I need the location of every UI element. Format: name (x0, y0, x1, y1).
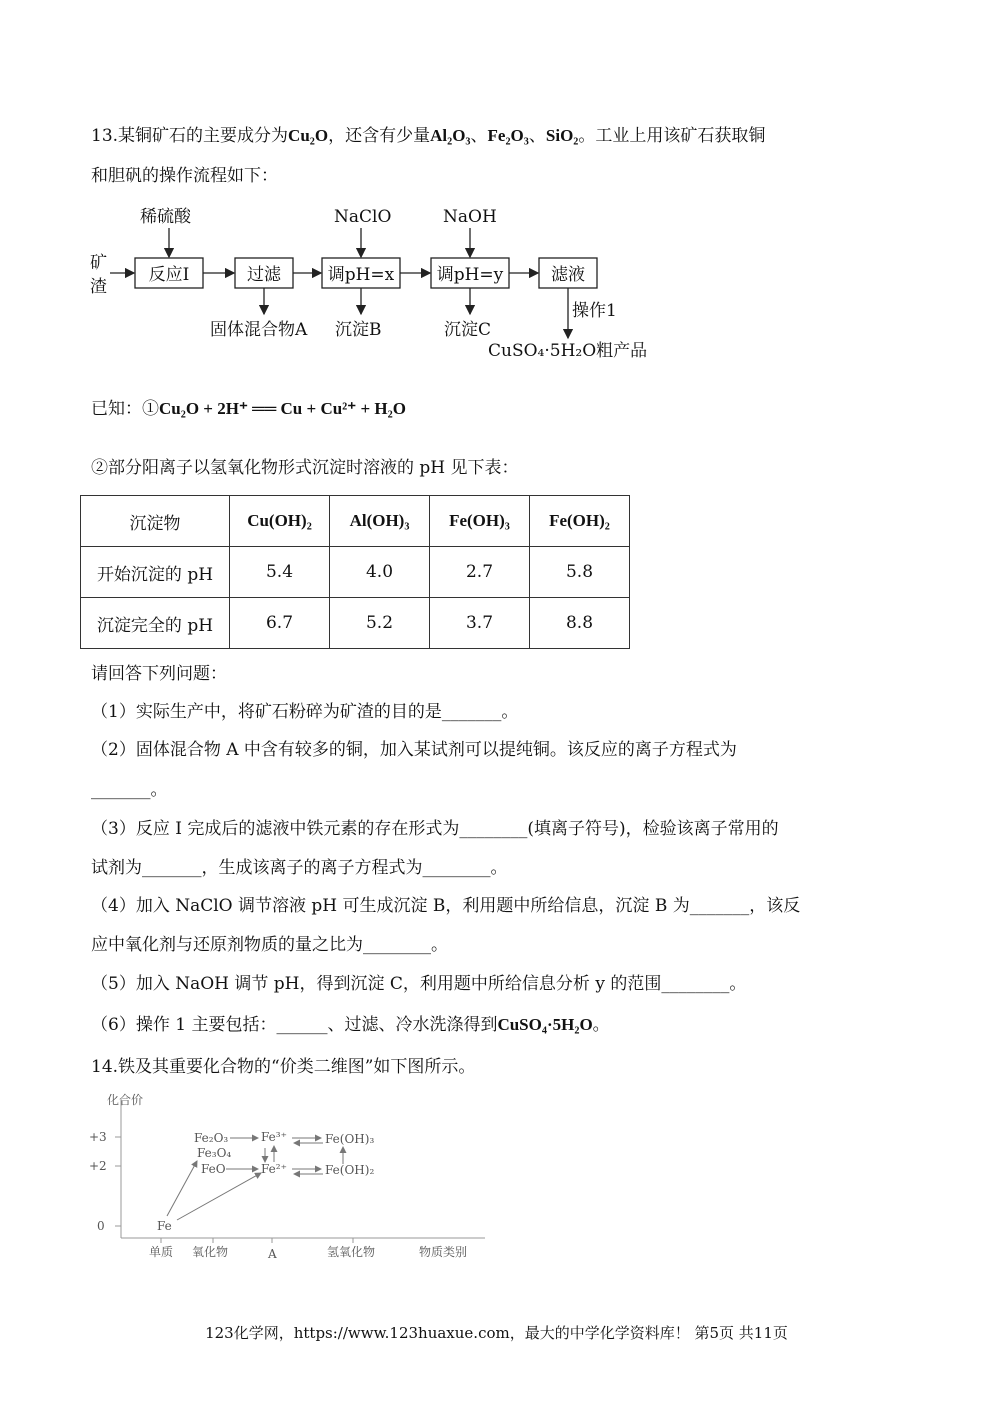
table-cell: 5.8 (530, 547, 630, 598)
question-4-line2: 应中氧化剂与还原剂物质的量之比为________。 (91, 935, 448, 955)
known-equation: Cu₂O + 2H⁺ ══ Cu + Cu²⁺ + H₂O (159, 399, 406, 418)
q13-text-a: 13.某铜矿石的主要成分为 (91, 126, 289, 146)
known-line1 (91, 397, 406, 421)
flow-ore-label-2: 渣 (90, 277, 107, 297)
y-tick-plus2: +2 (89, 1159, 107, 1173)
q13-text-e: 。工业上用该矿石获取铜 (578, 126, 766, 146)
q13-text-b: ，还含有少量 (328, 126, 431, 146)
q13-text-d: 、 (528, 126, 546, 146)
question-5: （5）加入 NaOH 调节 pH，得到沉淀 C，利用题中所给信息分析 y 的范围________。 (91, 974, 747, 994)
flow-reagent-h2so4: 稀硫酸 (140, 207, 191, 227)
node-feoh2: Fe(OH)₂ (325, 1163, 375, 1177)
known-line2: ②部分阳离子以氢氧化物形式沉淀时溶液的 pH 见下表： (91, 458, 519, 478)
flow-box3-label: 调pH=x (327, 265, 395, 285)
table-cell: 2.7 (430, 547, 530, 598)
question-3-line1: （3）反应 I 完成后的滤液中铁元素的存在形式为________(填离子符号)，检验该离子常用的 (91, 819, 779, 839)
node-fe3o4: Fe₃O₄ (197, 1146, 232, 1160)
known-prefix: 已知： (91, 399, 142, 419)
node-feo: FeO (201, 1162, 226, 1176)
question-6 (91, 1013, 610, 1037)
node-feoh3: Fe(OH)₃ (325, 1132, 375, 1146)
table-cell: 6.7 (230, 598, 330, 649)
table-cell: 沉淀完全的 pH (81, 598, 230, 649)
table-row (81, 547, 630, 598)
x-tick-a: A (268, 1247, 277, 1261)
flow-box5-label: 滤液 (551, 265, 585, 285)
question-3-line2: 试剂为_______，生成该离子的离子方程式为________。 (91, 858, 508, 878)
y-tick-0: 0 (97, 1219, 105, 1233)
ph-table (80, 495, 630, 649)
known-number-1: ① (142, 399, 159, 419)
table-cell: 4.0 (330, 547, 430, 598)
q13-intro-line1 (91, 124, 765, 148)
table-cell: 开始沉淀的 pH (81, 547, 230, 598)
table-header-row (81, 496, 630, 547)
table-header-cell: Al(OH)₃ (330, 496, 430, 547)
table-row (81, 598, 630, 649)
node-fe: Fe (157, 1219, 172, 1233)
question-6-chem: CuSO₄·5H₂O (497, 1015, 593, 1034)
question-6-end: 。 (592, 1015, 610, 1035)
table-cell: 5.4 (230, 547, 330, 598)
flow-reagent-naoh: NaOH (443, 207, 497, 227)
x-tick-element: 单质 (149, 1245, 174, 1259)
chem-fe2o3: Fe₂O₃ (487, 126, 529, 145)
table-cell: 3.7 (430, 598, 530, 649)
flow-output-solid-a: 固体混合物A (210, 320, 308, 340)
flow-box4-label: 调pH=y (436, 265, 504, 285)
flow-output-precip-c: 沉淀C (444, 320, 492, 340)
y-axis-label: 化合价 (107, 1093, 144, 1107)
chem-sio2: SiO₂ (545, 126, 579, 145)
answer-prompt: 请回答下列问题： (91, 664, 227, 684)
flow-box2-label: 过滤 (247, 265, 281, 285)
question-6-text: （6）操作 1 主要包括：______、过滤、冷水洗涤得到 (91, 1015, 498, 1035)
x-tick-hydroxide: 氢氧化物 (327, 1245, 376, 1259)
process-flow-diagram (80, 200, 680, 370)
node-fe2plus: Fe²⁺ (261, 1162, 287, 1176)
question-4-line1: （4）加入 NaClO 调节溶液 pH 可生成沉淀 B，利用题中所给信息，沉淀 B 为_______，该反 (91, 896, 801, 916)
chem-cu2o: Cu₂O (288, 126, 329, 145)
flow-ore-label-1: 矿 (90, 253, 107, 273)
node-fe2o3: Fe₂O₃ (194, 1131, 229, 1145)
flow-box1-label: 反应Ⅰ (148, 265, 190, 285)
node-fe3plus: Fe³⁺ (261, 1130, 287, 1144)
table-cell: 5.2 (330, 598, 430, 649)
table-header-cell: Fe(OH)₃ (430, 496, 530, 547)
table-header-cell: 沉淀物 (81, 496, 230, 547)
x-tick-oxide: 氧化物 (192, 1245, 229, 1259)
table-header-cell: Fe(OH)₂ (530, 496, 630, 547)
question-14-intro: 14.铁及其重要化合物的“价类二维图”如下图所示。 (91, 1057, 476, 1077)
chem-al2o3: Al₂O₃ (430, 126, 471, 145)
page-footer: 123化学网，https://www.123huaxue.com，最大的中学化学资料库！ 第5页 共11页 (205, 1324, 788, 1342)
y-tick-plus3: +3 (89, 1130, 107, 1144)
flow-product: CuSO₄·5H₂O粗产品 (488, 341, 648, 361)
valence-class-diagram (85, 1088, 505, 1268)
question-1: （1）实际生产中，将矿石粉碎为矿渣的目的是_______。 (91, 702, 519, 722)
table-cell: 8.8 (530, 598, 630, 649)
question-2-line1: （2）固体混合物 A 中含有较多的铜，加入某试剂可以提纯铜。该反应的离子方程式为 (91, 740, 737, 760)
x-axis-label: 物质类别 (419, 1245, 468, 1259)
flow-output-precip-b: 沉淀B (335, 320, 382, 340)
table-header-cell: Cu(OH)₂ (230, 496, 330, 547)
question-2-line2: _______。 (91, 780, 168, 800)
q13-intro-line2: 和胆矾的操作流程如下： (91, 166, 278, 186)
q13-text-c: 、 (470, 126, 488, 146)
flow-reagent-naclo: NaClO (334, 207, 392, 227)
flow-operation1: 操作1 (572, 301, 617, 321)
